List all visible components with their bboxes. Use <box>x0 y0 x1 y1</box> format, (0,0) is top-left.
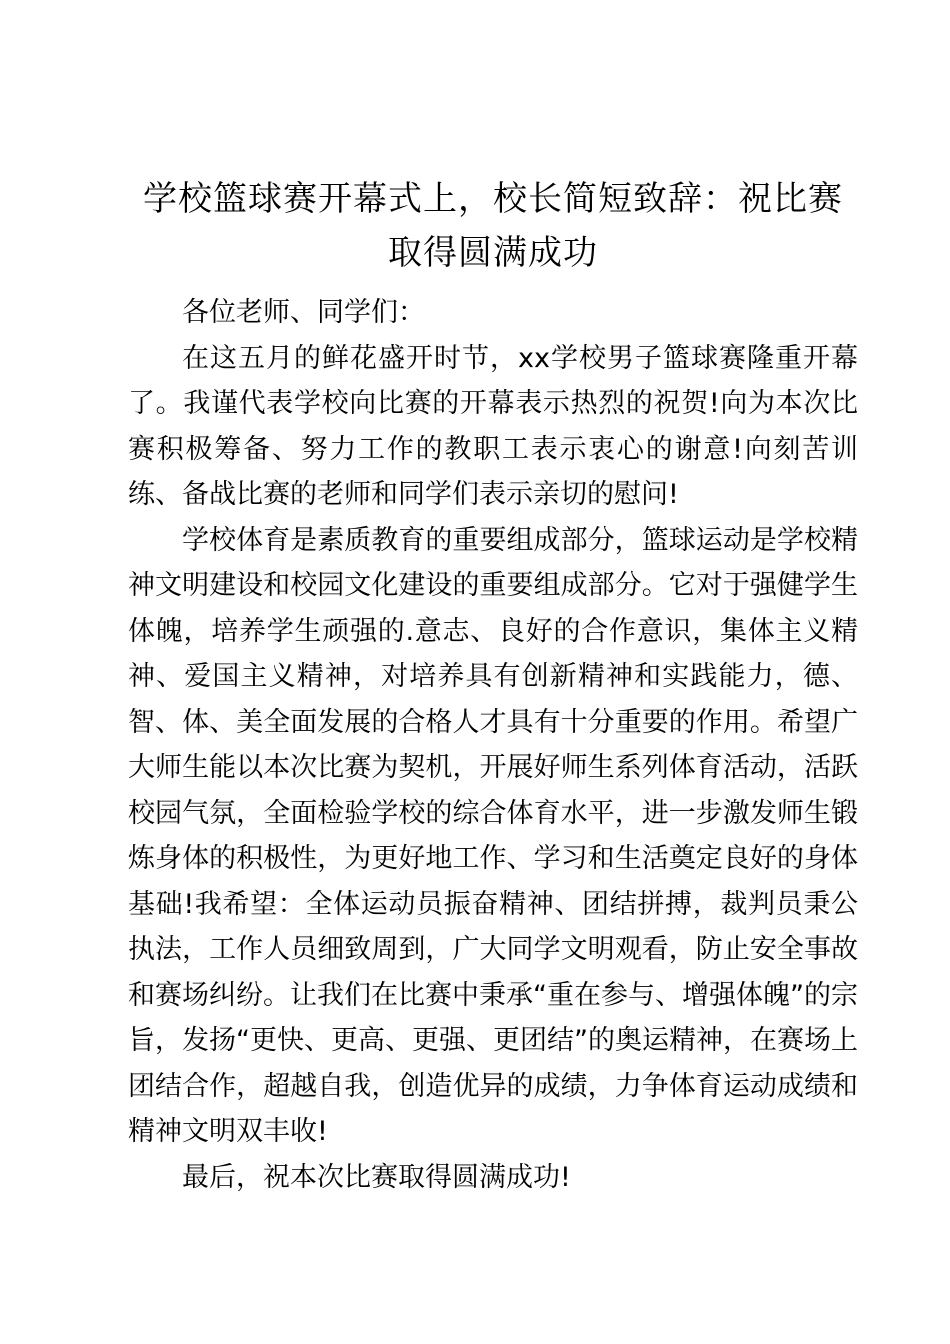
title-line-2: 取得圆满成功 <box>388 233 598 273</box>
title-line-1: 学校篮球赛开幕式上，校长简短致辞：祝比赛 <box>143 179 843 219</box>
document-page <box>128 172 858 1200</box>
paragraph-body: 学校体育是素质教育的重要组成部分，篮球运动是学校精神文明建设和校园文化建设的重要组成部分。它对于强健学生体魄，培养学生顽强的.意志、良好的合作意识，集体主义精神、爱国主义精神，对培养具有创新精神和实践能力，德、智、体、美全面发展的合格人才具有十分重要的作用。希望广大师生能以本次比赛为契机，开展好师生系列体育活动，活跃校园气氛，全面检验学校的综合体育水平，进一步激发师生锻炼身体的积极性，为更好地工作、学习和生活奠定良好的身体基础!我希望：全体运动员振奋精神、团结拼搏，裁判员秉公执法，工作人员细致周到，广大同学文明观看，防止安全事故和赛场纠纷。让我们在比赛中秉承“重在参与、增强体魄”的宗旨，发扬“更快、更高、更强、更团结”的奥运精神，在赛场上团结合作，超越自我，创造优异的成绩，力争体育运动成绩和精神文明双丰收! <box>128 524 858 1147</box>
paragraph-closing: 最后，祝本次比赛取得圆满成功! <box>182 1161 571 1193</box>
document-title <box>128 172 858 280</box>
salutation: 各位老师、同学们： <box>182 297 425 328</box>
paragraph-opening: 在这五月的鲜花盛开时节，xx学校男子篮球赛隆重开幕了。我谨代表学校向比赛的开幕表示热烈的祝贺!向为本次比赛积极筹备、努力工作的教职工表示衷心的谢意!向刻苦训练、备战比赛的老师和同学们表示亲切的慰问! <box>128 342 858 510</box>
